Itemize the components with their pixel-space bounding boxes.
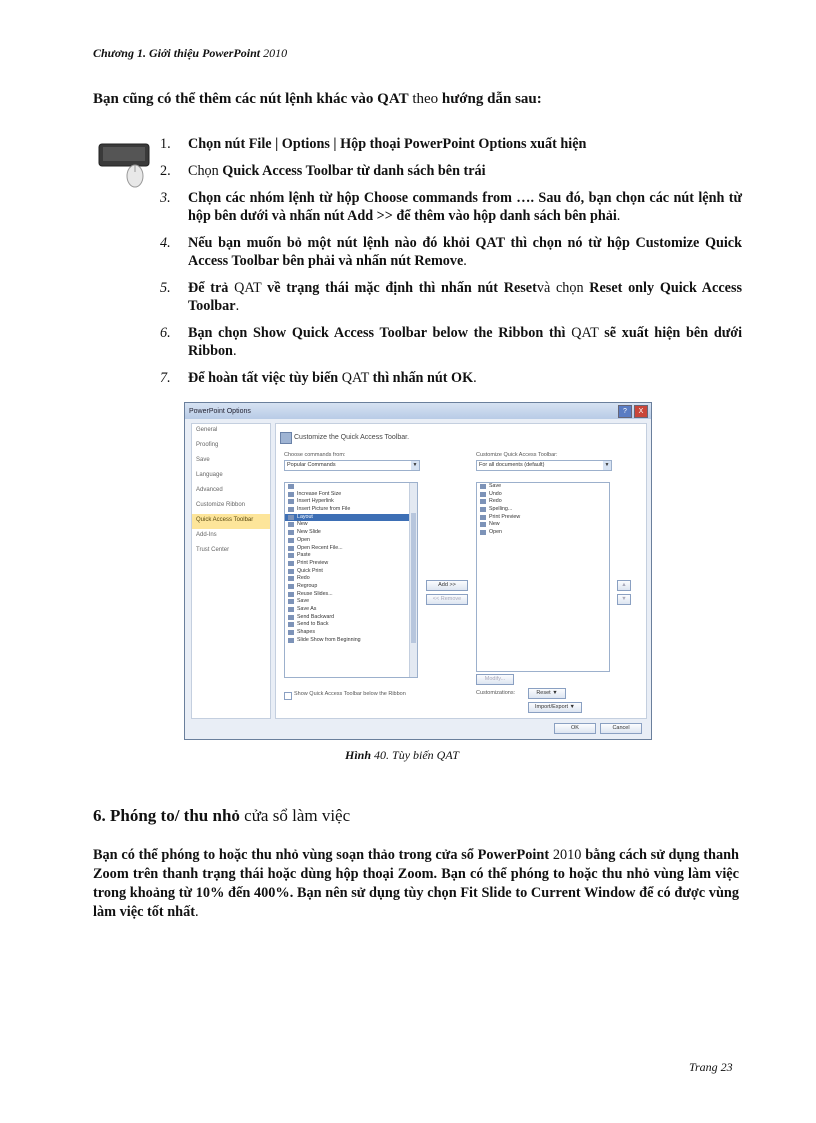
list-item[interactable]: Open (477, 529, 609, 537)
step-text-f: . (235, 298, 240, 314)
choose-commands-value: Popular Commands (287, 462, 336, 468)
help-icon[interactable]: ? (618, 405, 632, 418)
figure-caption (345, 748, 459, 763)
intro-text (93, 91, 743, 108)
list-item[interactable]: Insert Hyperlink (285, 498, 417, 506)
step-number: 1. (160, 136, 171, 152)
list-item[interactable]: Send Backward (285, 614, 417, 622)
steps-list (160, 135, 742, 396)
step-number: 7. (160, 370, 171, 386)
step-text-d: . (232, 343, 237, 359)
list-item[interactable]: Regroup (285, 583, 417, 591)
section-title-rest: cửa sổ làm việc (239, 806, 351, 825)
chapter-year: 2010 (260, 46, 288, 60)
list-item[interactable]: Reuse Slides... (285, 591, 417, 599)
customize-qat-label: Customize Quick Access Toolbar: (476, 452, 558, 458)
step-2 (160, 162, 742, 180)
list-item-selected[interactable]: Layout (285, 514, 417, 522)
sidebar-item-quick-access-toolbar[interactable]: Quick Access Toolbar (192, 514, 270, 529)
list-item[interactable]: Save As (285, 606, 417, 614)
paragraph-b: 2010 (549, 847, 586, 863)
mouse-icon (97, 140, 153, 188)
list-item[interactable]: New (285, 521, 417, 529)
list-item[interactable]: Slide Show from Beginning (285, 637, 417, 645)
page-number: Trang 23 (689, 1060, 733, 1074)
customize-qat-value: For all documents (default) (479, 462, 545, 468)
intro-part2: theo (408, 91, 442, 107)
list-item[interactable]: Open Recent File... (285, 545, 417, 553)
step-number: 3. (160, 190, 171, 206)
sidebar-item-customize-ribbon[interactable]: Customize Ribbon (196, 502, 246, 508)
sidebar-item-add-ins[interactable]: Add-Ins (196, 532, 217, 538)
powerpoint-options-screenshot (184, 402, 652, 740)
cancel-button[interactable]: Cancel (600, 723, 642, 734)
dialog-titlebar (185, 403, 651, 419)
section-paragraph (93, 846, 739, 922)
step-6 (160, 324, 742, 360)
step-text: Quick Access Toolbar từ danh sách bên trái (222, 163, 486, 179)
step-number: 4. (160, 235, 171, 251)
list-item[interactable] (285, 483, 417, 491)
step-text-c: sẽ xuất hiện bên dưới Ribbon (188, 325, 743, 359)
step-text-post: . (463, 253, 467, 269)
move-up-button[interactable]: ▲ (617, 580, 631, 591)
step-text-e: Reset only Quick Access Toolbar (188, 280, 742, 314)
options-main-panel (275, 423, 647, 719)
scrollbar[interactable] (409, 483, 417, 677)
reset-button[interactable]: Reset ▼ (528, 688, 566, 699)
list-item[interactable]: Print Preview (285, 560, 417, 568)
step-text-a: Để trả (188, 280, 235, 296)
section-number: 6. (93, 806, 110, 825)
step-number: 5. (160, 280, 171, 296)
list-item[interactable]: Shapes (285, 629, 417, 637)
list-item[interactable]: New (477, 521, 609, 529)
sidebar-item-general[interactable]: General (196, 427, 218, 433)
list-item[interactable]: Save (477, 483, 609, 491)
step-text-d: và chọn (536, 280, 590, 296)
list-item[interactable]: Undo (477, 491, 609, 499)
list-item[interactable]: Save (285, 598, 417, 606)
step-text-c: thì nhấn nút OK (372, 370, 474, 386)
ok-button[interactable]: OK (554, 723, 596, 734)
qat-icon (280, 432, 292, 444)
list-item[interactable]: Paste (285, 552, 417, 560)
list-item[interactable]: Spelling... (477, 506, 609, 514)
caption-text: 40. Tùy biến QAT (371, 748, 459, 762)
import-export-button[interactable]: Import/Export ▼ (528, 702, 582, 713)
paragraph-d: . (195, 904, 199, 920)
remove-button[interactable]: << Remove (426, 594, 468, 605)
sidebar-item-trust-center[interactable]: Trust Center (196, 547, 230, 553)
customize-qat-select[interactable] (476, 460, 612, 471)
list-item[interactable]: Redo (477, 498, 609, 506)
list-item[interactable]: Print Preview (477, 514, 609, 522)
step-3 (160, 189, 742, 225)
list-item[interactable]: Increase Font Size (285, 491, 417, 499)
caption-label: Hình (345, 748, 372, 762)
customizations-label: Customizations: (476, 690, 516, 696)
qat-commands-list[interactable] (476, 482, 610, 672)
sidebar-item-language[interactable]: Language (196, 472, 223, 478)
step-text-d: . (473, 370, 477, 386)
list-item[interactable]: Redo (285, 575, 417, 583)
list-item[interactable]: Open (285, 537, 417, 545)
commands-list[interactable] (284, 482, 418, 678)
choose-commands-label: Choose commands from: (284, 452, 346, 458)
step-text-b: QAT (565, 325, 605, 341)
step-text: Chọn nút File | Options | Hộp thoại PowerPoint Options xuất hiện (188, 136, 587, 152)
sidebar-item-advanced[interactable]: Advanced (196, 487, 223, 493)
list-item[interactable]: Quick Print (285, 568, 417, 576)
paragraph-c: bằng cách sử dụng thanh Zoom trên thanh trạng thái hoặc dùng hộp thoại Zoom. Bạn có thể phóng to hoặc thu nhỏ vùng làm việc trong khoảng từ 10% đến 400%. Bạn nên sử dụng tùy chọn Fit Slide to Current Window để có được vùng làm việc tốt nhất (93, 847, 739, 920)
sidebar-item-proofing[interactable]: Proofing (196, 442, 219, 448)
step-text-a: Bạn chọn Show Quick Access Toolbar below the Ribbon thì (188, 325, 566, 341)
sidebar-item-save[interactable]: Save (196, 457, 210, 463)
section-title-bold: Phóng to/ thu nhỏ (110, 806, 240, 825)
paragraph-a: Bạn có thể phóng to hoặc thu nhỏ vùng soạn thảo trong cửa sổ PowerPoint (93, 847, 550, 863)
step-number: 6. (160, 325, 171, 341)
step-text-b: QAT (338, 370, 373, 386)
chapter-title: Chương 1. Giới thiệu PowerPoint (93, 46, 261, 60)
step-text-pre: Chọn (188, 163, 223, 179)
step-5 (160, 279, 742, 315)
step-text-c: về trạng thái mặc định thì nhấn nút Reset (267, 280, 537, 296)
close-icon[interactable]: X (634, 405, 648, 418)
step-number: 2. (160, 163, 171, 179)
options-sidebar (191, 423, 271, 719)
chevron-down-icon: ▼ (604, 462, 610, 468)
scrollbar-thumb[interactable] (411, 513, 416, 643)
choose-commands-select[interactable] (284, 460, 420, 471)
add-button[interactable]: Add >> (426, 580, 468, 591)
step-4 (160, 234, 742, 270)
show-below-label: Show Quick Access Toolbar below the Ribbon (294, 691, 406, 697)
list-item[interactable]: Send to Back (285, 621, 417, 629)
step-7 (160, 369, 742, 387)
section-title (93, 806, 350, 826)
chevron-down-icon: ▼ (412, 462, 418, 468)
list-item[interactable]: New Slide (285, 529, 417, 537)
list-item[interactable]: Insert Picture from File (285, 506, 417, 514)
step-text: Chọn các nhóm lệnh từ hộp Choose commands from …. Sau đó, bạn chọn các nút lệnh từ hộp bên dưới và nhấn nút Add >> để thêm vào hộp danh sách bên phải (188, 190, 742, 224)
intro-part3: hướng dẫn sau: (441, 91, 542, 107)
step-text-a: Để hoàn tất việc tùy biến (188, 370, 339, 386)
step-1 (160, 135, 742, 153)
show-below-checkbox[interactable] (284, 692, 292, 700)
dialog-title: PowerPoint Options (189, 407, 251, 415)
panel-heading: Customize the Quick Access Toolbar. (294, 434, 410, 441)
step-text-post: . (616, 208, 621, 224)
modify-button[interactable]: Modify... (476, 674, 514, 685)
page-header (93, 46, 287, 61)
titlebar-buttons (618, 405, 648, 418)
move-down-button[interactable]: ▼ (617, 594, 631, 605)
step-text-b: QAT (234, 280, 268, 296)
intro-part1: Bạn cũng có thể thêm các nút lệnh khác vào QAT (93, 91, 409, 107)
step-text: Nếu bạn muốn bỏ một nút lệnh nào đó khỏi QAT thì chọn nó từ hộp Customize Quick Access Toolbar bên phải và nhấn nút Remove (188, 235, 742, 269)
